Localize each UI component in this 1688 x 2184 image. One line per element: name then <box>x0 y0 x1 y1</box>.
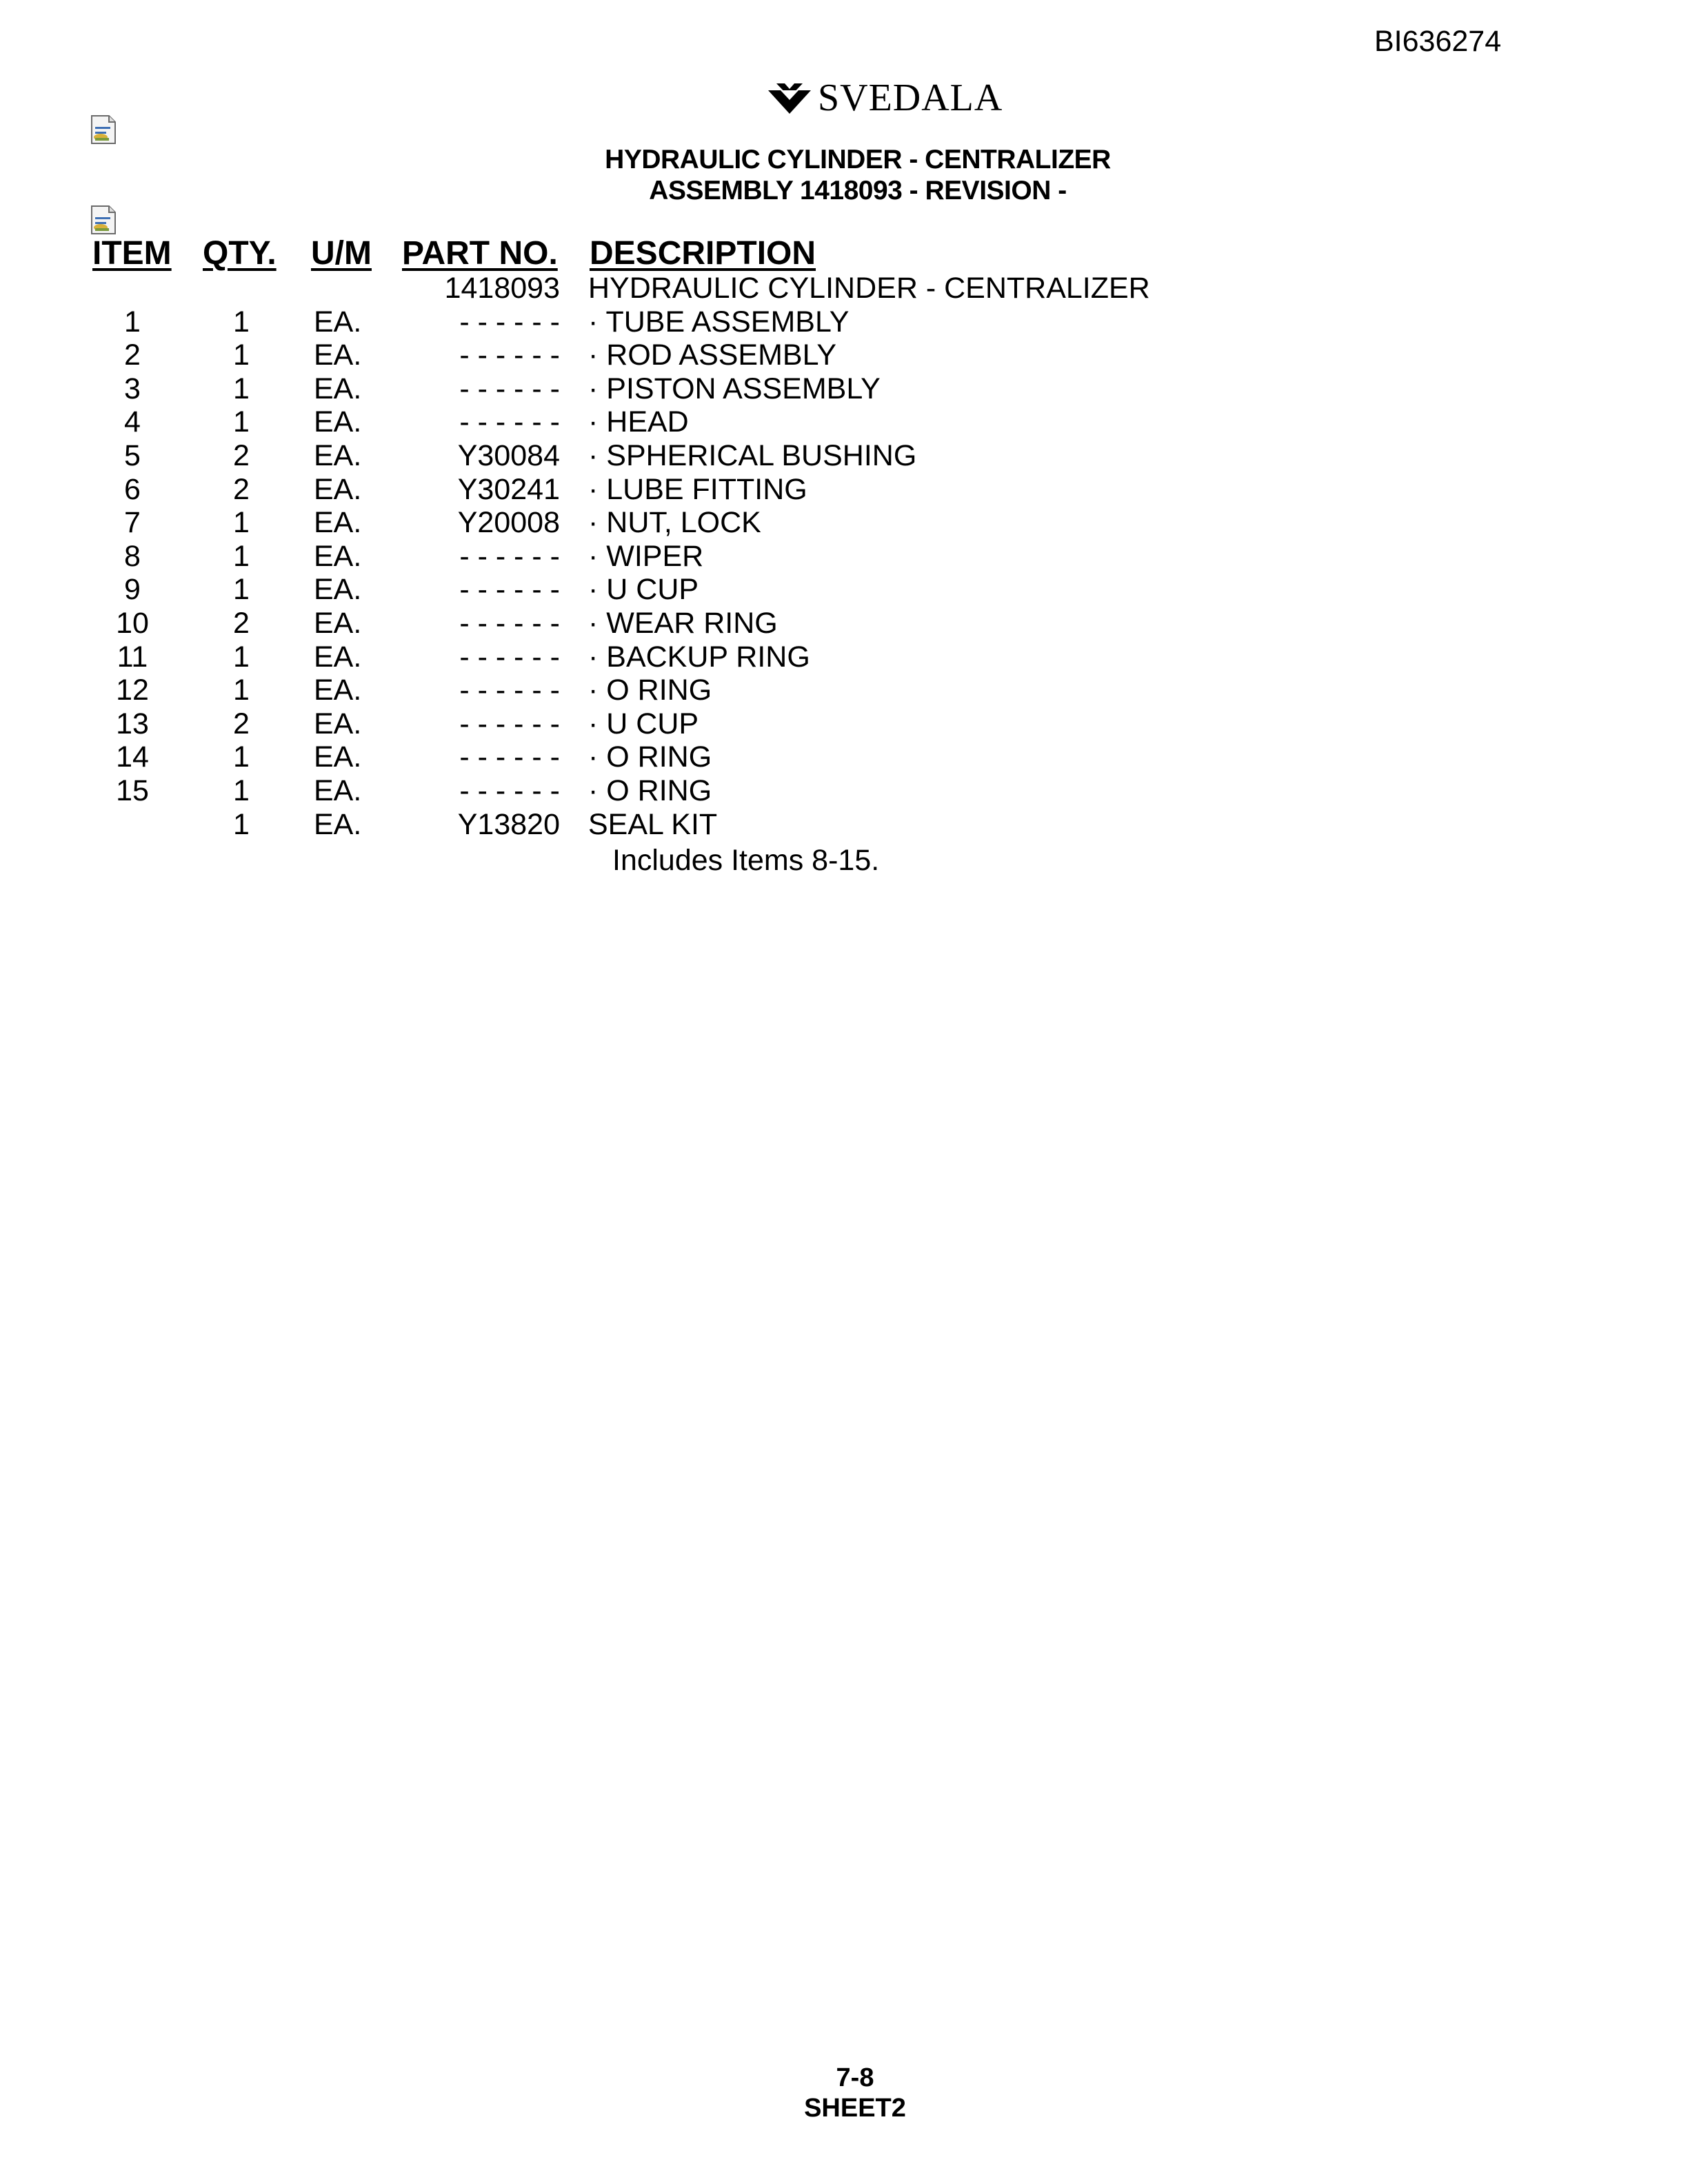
quantity-cell: 1 <box>233 573 250 607</box>
table-row <box>0 372 1688 406</box>
part-number-cell: Y30241 <box>457 472 560 506</box>
part-number-cell: - - - - - - <box>459 774 560 807</box>
item-number-cell: 8 <box>124 539 141 573</box>
quantity-cell: 2 <box>233 606 250 640</box>
description-cell: · O RING <box>588 674 712 707</box>
quantity-cell: 1 <box>233 539 250 573</box>
column-header-qty: QTY. <box>203 235 277 272</box>
description-cell: · U CUP <box>588 573 699 607</box>
description-cell: · WEAR RING <box>588 606 778 640</box>
unit-of-measure-cell: EA. <box>314 740 362 774</box>
svedala-diamond-logo-icon <box>767 81 812 115</box>
column-header-part-no: PART NO. <box>402 235 558 272</box>
seal-kit-note: Includes Items 8-15. <box>612 844 880 877</box>
table-row <box>0 774 1688 808</box>
part-number-cell: - - - - - - <box>459 573 560 607</box>
unit-of-measure-cell: EA. <box>314 405 362 439</box>
part-number-cell: - - - - - - <box>459 405 560 439</box>
part-number-cell: - - - - - - <box>459 640 560 674</box>
part-number-cell: Y13820 <box>457 807 560 841</box>
table-row <box>0 640 1688 674</box>
logo-wordmark: SVEDALA <box>818 77 1003 119</box>
description-cell: HYDRAULIC CYLINDER - CENTRALIZER <box>588 272 1150 305</box>
part-number-cell: - - - - - - <box>459 740 560 774</box>
quantity-cell: 1 <box>233 405 250 439</box>
quantity-cell: 2 <box>233 438 250 472</box>
description-cell: · O RING <box>588 740 712 774</box>
table-row <box>0 305 1688 339</box>
part-number-cell: - - - - - - <box>459 539 560 573</box>
part-number-cell: - - - - - - <box>459 305 560 338</box>
quantity-cell: 1 <box>233 640 250 674</box>
quantity-cell: 1 <box>233 338 250 372</box>
unit-of-measure-cell: EA. <box>314 338 362 372</box>
description-cell: · SPHERICAL BUSHING <box>588 438 917 472</box>
part-number-cell: - - - - - - <box>459 674 560 707</box>
quantity-cell: 1 <box>233 305 250 338</box>
description-cell: · O RING <box>588 774 712 807</box>
item-number-cell: 6 <box>124 472 141 506</box>
unit-of-measure-cell: EA. <box>314 707 362 740</box>
unit-of-measure-cell: EA. <box>314 506 362 540</box>
quantity-cell: 1 <box>233 506 250 540</box>
table-row <box>0 473 1688 507</box>
part-number-cell: 1418093 <box>444 272 560 305</box>
description-cell: SEAL KIT <box>588 807 718 841</box>
part-number-cell: Y20008 <box>457 506 560 540</box>
table-row <box>0 439 1688 473</box>
item-number-cell: 4 <box>124 405 141 439</box>
table-row <box>0 740 1688 774</box>
unit-of-measure-cell: EA. <box>314 305 362 338</box>
quantity-cell: 1 <box>233 674 250 707</box>
quantity-cell: 2 <box>233 472 250 506</box>
table-row <box>0 707 1688 741</box>
page-number: 7-8 <box>836 2063 874 2092</box>
item-number-cell: 15 <box>116 774 149 807</box>
parts-list <box>0 272 1688 841</box>
sheet-label: SHEET2 <box>804 2094 906 2123</box>
item-number-cell: 13 <box>116 707 149 740</box>
part-number-cell: Y30084 <box>457 438 560 472</box>
table-row <box>0 540 1688 574</box>
column-header-description: DESCRIPTION <box>590 235 816 272</box>
table-row <box>0 506 1688 540</box>
item-number-cell: 10 <box>116 606 149 640</box>
quantity-cell: 1 <box>233 372 250 405</box>
unit-of-measure-cell: EA. <box>314 774 362 807</box>
item-number-cell: 1 <box>124 305 141 338</box>
unit-of-measure-cell: EA. <box>314 438 362 472</box>
unit-of-measure-cell: EA. <box>314 807 362 841</box>
unit-of-measure-cell: EA. <box>314 640 362 674</box>
unit-of-measure-cell: EA. <box>314 606 362 640</box>
description-cell: · HEAD <box>588 405 689 439</box>
table-row <box>0 573 1688 607</box>
unit-of-measure-cell: EA. <box>314 674 362 707</box>
document-id: BI636274 <box>1374 25 1502 58</box>
item-number-cell: 7 <box>124 506 141 540</box>
table-row <box>0 808 1688 842</box>
table-row <box>0 674 1688 707</box>
item-number-cell: 9 <box>124 573 141 607</box>
quantity-cell: 1 <box>233 774 250 807</box>
assembly-title: HYDRAULIC CYLINDER - CENTRALIZER <box>605 145 1111 174</box>
quantity-cell: 2 <box>233 707 250 740</box>
item-number-cell: 2 <box>124 338 141 372</box>
unit-of-measure-cell: EA. <box>314 573 362 607</box>
description-cell: · LUBE FITTING <box>588 472 807 506</box>
description-cell: · TUBE ASSEMBLY <box>588 305 850 338</box>
description-cell: · WIPER <box>588 539 704 573</box>
item-number-cell: 11 <box>117 640 148 674</box>
part-number-cell: - - - - - - <box>459 372 560 405</box>
item-number-cell: 14 <box>116 740 149 774</box>
column-header-um: U/M <box>311 235 372 272</box>
part-number-cell: - - - - - - <box>459 338 560 372</box>
description-cell: · ROD ASSEMBLY <box>588 338 837 372</box>
description-cell: · NUT, LOCK <box>588 506 761 540</box>
table-row <box>0 405 1688 439</box>
item-number-cell: 12 <box>116 674 149 707</box>
embedded-file-icon[interactable] <box>90 114 117 145</box>
item-number-cell: 3 <box>124 372 141 405</box>
part-number-cell: - - - - - - <box>459 707 560 740</box>
embedded-file-icon[interactable] <box>90 205 117 235</box>
column-header-item: ITEM <box>92 235 172 272</box>
table-row <box>0 338 1688 372</box>
description-cell: · BACKUP RING <box>588 640 810 674</box>
quantity-cell: 1 <box>233 807 250 841</box>
part-number-cell: - - - - - - <box>459 606 560 640</box>
unit-of-measure-cell: EA. <box>314 372 362 405</box>
table-row <box>0 272 1688 305</box>
unit-of-measure-cell: EA. <box>314 539 362 573</box>
description-cell: · U CUP <box>588 707 699 740</box>
unit-of-measure-cell: EA. <box>314 472 362 506</box>
quantity-cell: 1 <box>233 740 250 774</box>
table-row <box>0 607 1688 640</box>
assembly-subtitle: ASSEMBLY 1418093 - REVISION - <box>649 176 1067 205</box>
svedala-logo <box>767 77 1003 119</box>
item-number-cell: 5 <box>124 438 141 472</box>
description-cell: · PISTON ASSEMBLY <box>588 372 881 405</box>
